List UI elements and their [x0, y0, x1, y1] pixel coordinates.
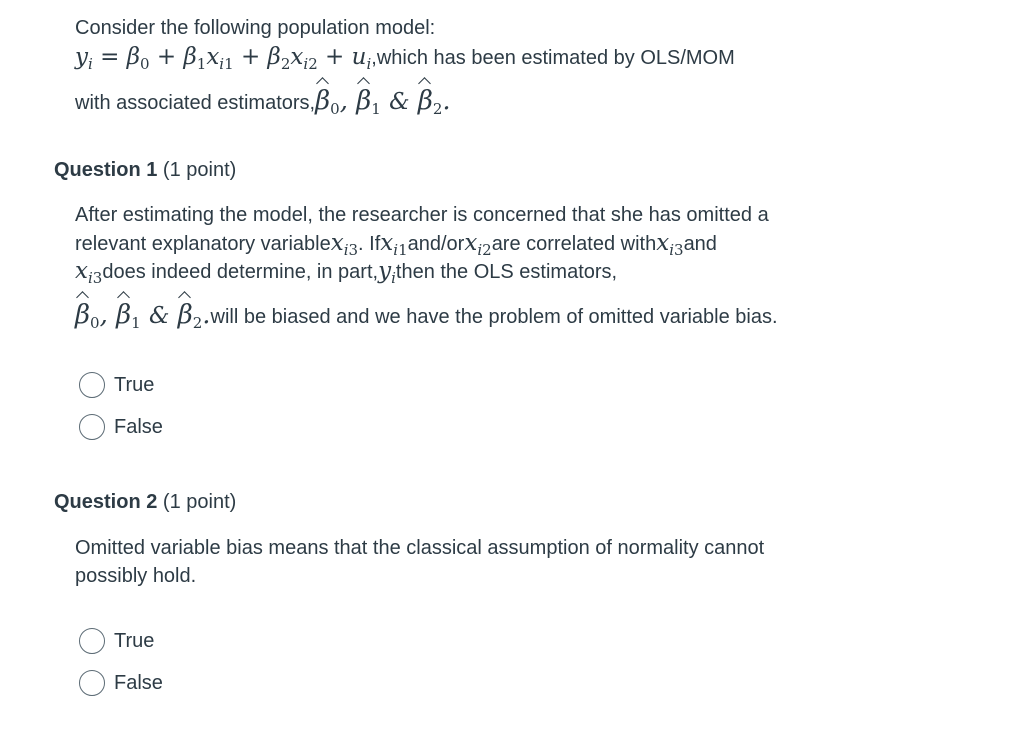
model-equation: $y_i = \beta_0 + \beta_1x_{i1} + \beta_2x_{i2} + u_i$ ,which has been estimated by OLS/MOM	[75, 44, 735, 73]
q1-option-false-label: False	[114, 416, 163, 438]
q1-radio-false[interactable]	[79, 414, 105, 440]
q1-radio-true[interactable]	[79, 372, 105, 398]
q1-option-true-label: True	[114, 374, 155, 396]
estimators-line	[75, 86, 451, 118]
question-1-line-2: relevant explanatory variable $x_{i3}$ . If $x_{i1}$ and/or $x_{i2}$ are correlated with $x_{i3}$ and	[75, 230, 717, 259]
question-1-line-4: β0, β1 & β2. will be biased and we have the problem of omitted variable bias.	[75, 300, 778, 332]
question-1-line-1: After estimating the model, the researcher is concerned that she has omitted a	[75, 204, 769, 226]
question-1-line-3: $x_{i3}$ does indeed determine, in part, $y_i$ then the OLS estimators,	[75, 258, 618, 287]
question-2-line-1: Omitted variable bias means that the classical assumption of normality cannot	[75, 537, 765, 559]
q2-radio-false[interactable]	[79, 670, 105, 696]
estimators-math: β0, β1 & β2.	[315, 86, 451, 118]
question-2-title	[54, 490, 236, 514]
q1-option-true[interactable]	[79, 372, 154, 398]
q1-option-false[interactable]	[79, 414, 163, 440]
q2-option-false-label: False	[114, 672, 163, 694]
q2-option-true[interactable]	[79, 628, 154, 654]
q2-radio-true[interactable]	[79, 628, 105, 654]
question-2-line-2: possibly hold.	[75, 565, 197, 587]
question-1-title	[54, 158, 236, 182]
estimators-prefix: with associated estimators,	[75, 92, 316, 114]
q2-option-true-label: True	[114, 630, 155, 652]
q2-option-false[interactable]	[79, 670, 163, 696]
model-equation-tail: ,which has been estimated by OLS/MOM	[371, 47, 735, 69]
intro-line-1: Consider the following population model:	[75, 17, 436, 39]
question-1-points: (1 point)	[157, 159, 237, 181]
question-1-label: Question 1	[54, 159, 158, 181]
question-2-label: Question 2	[54, 491, 158, 513]
question-2-points: (1 point)	[157, 491, 237, 513]
